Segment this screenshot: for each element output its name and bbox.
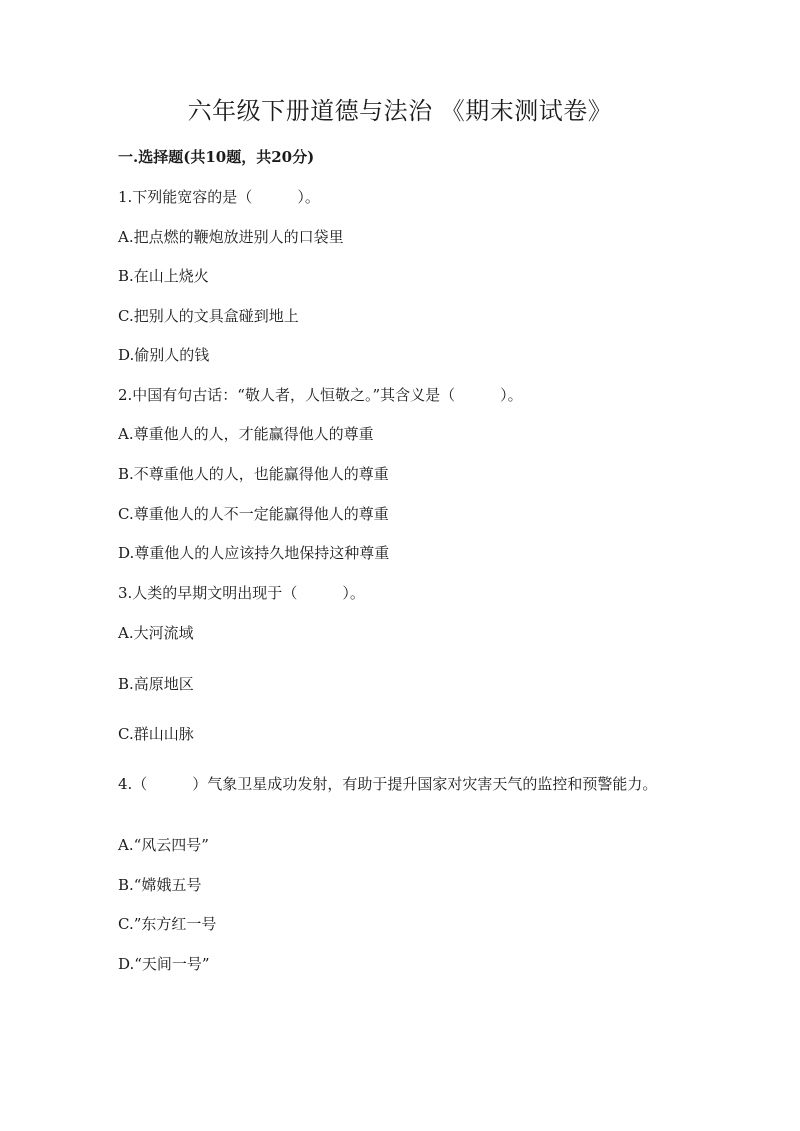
question-3-option-b: B.高原地区 — [118, 675, 194, 693]
question-1-option-c: C.把别人的文具盒碰到地上 — [118, 307, 299, 325]
question-2-option-c: C.尊重他人的人不一定能赢得他人的尊重 — [118, 505, 389, 523]
question-2-option-a: A.尊重他人的人，才能赢得他人的尊重 — [118, 425, 374, 443]
question-2-stem: 2.中国有句古话：“敬人者，人恒敬之。”其含义是（ ）。 — [118, 386, 523, 404]
question-2-option-d: D.尊重他人的人应该持久地保持这种尊重 — [118, 544, 390, 562]
question-4-option-d: D.“天间一号” — [118, 955, 210, 973]
question-4-option-b: B.“嫦娥五号 — [118, 876, 202, 894]
question-1-stem: 1.下列能宽容的是（ ）。 — [118, 188, 320, 206]
question-4-stem: 4.（ ）气象卫星成功发射，有助于提升国家对灾害天气的监控和预警能力。 — [118, 775, 658, 793]
section-heading: 一.选择题(共10题，共20分) — [118, 148, 315, 166]
question-1-option-a: A.把点燃的鞭炮放进别人的口袋里 — [118, 228, 344, 246]
question-2-option-b: B.不尊重他人的人，也能赢得他人的尊重 — [118, 465, 389, 483]
question-4-option-c: C.”东方红一号 — [118, 915, 217, 933]
exam-title: 六年级下册道德与法治 《期末测试卷》 — [187, 97, 613, 125]
question-4-option-a: A.“风云四号” — [118, 836, 209, 854]
question-3-option-c: C.群山山脉 — [118, 725, 194, 743]
question-1-option-d: D.偷别人的钱 — [118, 346, 210, 364]
question-3-stem: 3.人类的早期文明出现于（ ）。 — [118, 584, 365, 602]
question-1-option-b: B.在山上烧火 — [118, 267, 209, 285]
question-3-option-a: A.大河流域 — [118, 624, 194, 642]
